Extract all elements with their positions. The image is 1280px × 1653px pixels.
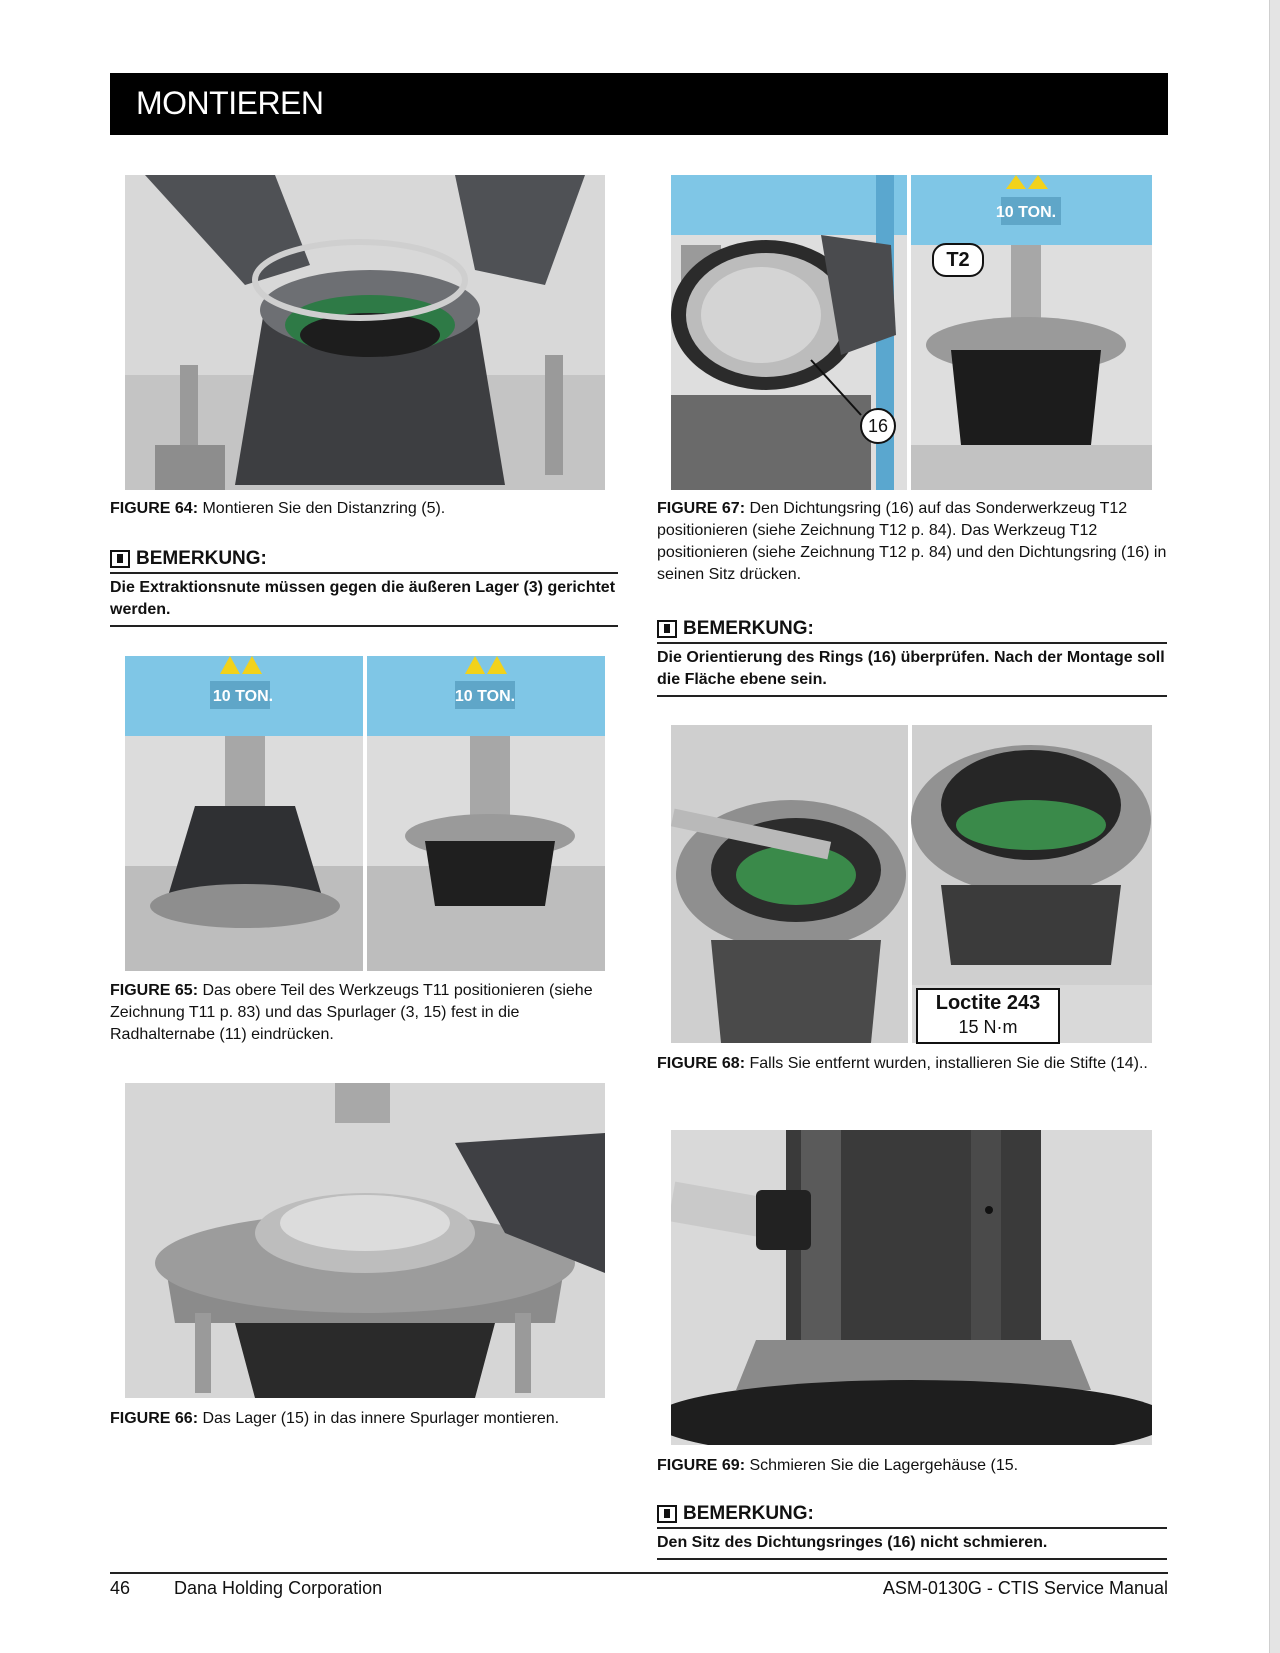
note-1 xyxy=(110,548,618,627)
page-number: 46 xyxy=(110,1578,131,1598)
figure-65-label: FIGURE 65: xyxy=(110,982,199,999)
section-title: MONTIEREN xyxy=(136,85,324,121)
note-1-title: BEMERKUNG: xyxy=(136,548,267,569)
figure-64-photo xyxy=(125,175,605,490)
figure-68-caption xyxy=(657,1053,1167,1075)
figure-64-label: FIGURE 64: xyxy=(110,500,199,517)
figure-66-caption xyxy=(110,1408,620,1430)
note-3-title: BEMERKUNG: xyxy=(683,1503,814,1524)
note-icon xyxy=(657,620,677,638)
figure-69-label: FIGURE 69: xyxy=(657,1457,746,1474)
tool-t2-label: T2 xyxy=(932,243,984,277)
figure-65-photo xyxy=(125,656,605,971)
figure-66-text: Das Lager (15) in das innere Spurlager montieren. xyxy=(198,1410,560,1427)
note-3 xyxy=(657,1503,1167,1560)
figure-65-caption xyxy=(110,980,620,1046)
section-header xyxy=(110,73,1168,135)
figure-67-text: Den Dichtungsring (16) auf das Sonderwerkzeug T12 positionieren (siehe Zeichnung T12 p. 84). Das Werkzeug T12 positionieren (siehe Zeichnung T12 p. 84) und den Dichtungsring (16) in seinen Sitz drücken. xyxy=(657,500,1167,583)
footer-rule xyxy=(110,1572,1168,1574)
note-3-header xyxy=(657,1503,1167,1529)
figure-64-caption xyxy=(110,498,610,520)
footer-manual-title: ASM-0130G - CTIS Service Manual xyxy=(882,1578,1168,1598)
note-1-text: Die Extraktionsnute müssen gegen die äußeren Lager (3) gerichtet werden. xyxy=(110,574,618,627)
note-2-title: BEMERKUNG: xyxy=(683,618,814,639)
footer-company: Dana Holding Corporation xyxy=(174,1578,383,1598)
note-1-header xyxy=(110,548,618,574)
figure-66-photo xyxy=(125,1083,605,1398)
figure-69-caption xyxy=(657,1455,1167,1477)
figure-65-text: Das obere Teil des Werkzeugs T11 positionieren (siehe Zeichnung T11 p. 83) und das Spurlager (3, 15) fest in die Radhalternabe (11) eindrücken. xyxy=(110,982,593,1043)
figure-66-label: FIGURE 66: xyxy=(110,1410,199,1427)
figure-67-photo xyxy=(671,175,1152,490)
note-2 xyxy=(657,618,1167,697)
loctite-torque: 15 N·m xyxy=(958,1017,1018,1037)
figure-68-photo xyxy=(671,725,1152,1043)
press-label-c: 10 TON. xyxy=(995,204,1057,221)
loctite-callout xyxy=(916,988,1060,1044)
figure-67-caption xyxy=(657,498,1167,586)
figure-67-label: FIGURE 67: xyxy=(657,500,746,517)
note-2-text: Die Orientierung des Rings (16) überprüfen. Nach der Montage soll die Fläche ebene sein. xyxy=(657,644,1167,697)
press-label-a: 10 TON. xyxy=(212,688,274,705)
loctite-name: Loctite 243 xyxy=(935,992,1041,1014)
figure-68-text: Falls Sie entfernt wurden, installieren Sie die Stifte (14).. xyxy=(745,1055,1148,1072)
press-label-b: 10 TON. xyxy=(454,688,516,705)
figure-69-text: Schmieren Sie die Lagergehäuse (15. xyxy=(745,1457,1019,1474)
page-edge xyxy=(1269,0,1280,1653)
figure-68-label: FIGURE 68: xyxy=(657,1055,746,1072)
seal-ring-label: 16 xyxy=(860,408,896,444)
note-3-text: Den Sitz des Dichtungsringes (16) nicht schmieren. xyxy=(657,1529,1167,1560)
note-icon xyxy=(657,1505,677,1523)
note-icon xyxy=(110,550,130,568)
note-2-header xyxy=(657,618,1167,644)
figure-69-photo xyxy=(671,1130,1152,1445)
figure-64-text: Montieren Sie den Distanzring (5). xyxy=(198,500,446,517)
